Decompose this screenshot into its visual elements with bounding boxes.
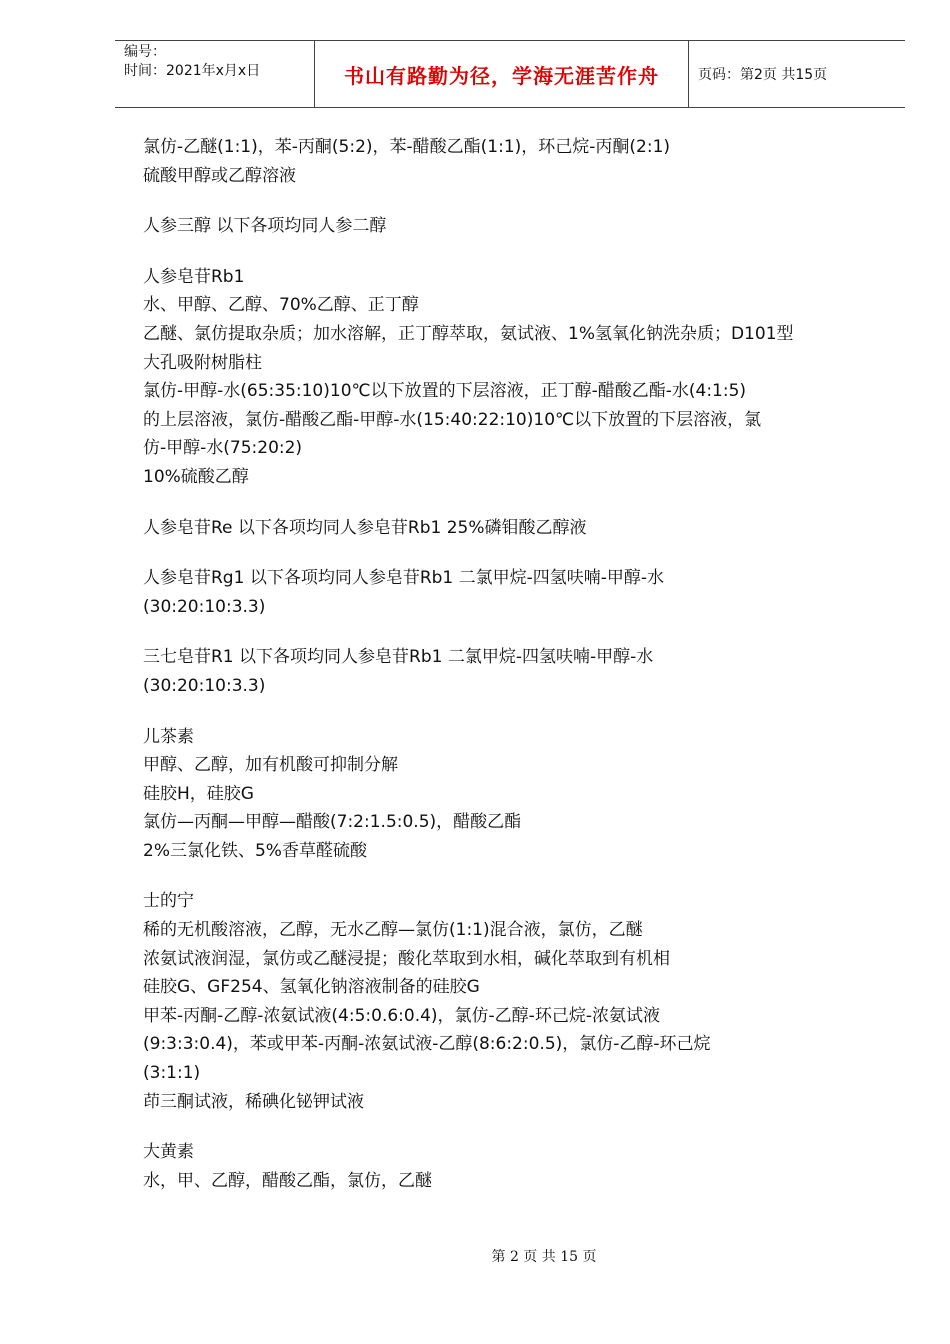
text-line: 氯仿-乙醚(1:1)，苯-丙酮(5:2)，苯-醋酸乙酯(1:1)，环己烷-丙酮(2:1): [143, 137, 671, 157]
document-number-label: 编号：: [124, 44, 166, 60]
paragraph-gap: [143, 1116, 873, 1138]
text-line: 稀的无机酸溶液，乙醇，无水乙醇—氯仿(1:1)混合液，氯仿，乙醚: [143, 920, 643, 941]
paragraph: [143, 643, 873, 700]
paragraph: [143, 514, 873, 543]
text-line: 大黄素: [143, 1142, 194, 1163]
text-line: (9:3:3:0.4)，苯或甲苯-丙酮-浓氨试液-乙醇(8:6:2:0.5)，氯仿-乙醇-环己烷: [143, 1034, 711, 1055]
text-line: 大孔吸附树脂柱: [143, 352, 262, 373]
text-line: 茚三酮试液，稀碘化铋钾试液: [143, 1091, 364, 1112]
text-line: 浓氨试液润湿，氯仿或乙醚浸提；酸化萃取到水相，碱化萃取到有机相: [143, 948, 670, 969]
text-line: (30:20:10:3.3): [143, 596, 266, 617]
text-line: 10%硫酸乙醇: [143, 466, 249, 487]
text-line: 氯仿—丙酮—甲醇—醋酸(7:2:1.5:0.5)，醋酸乙酯: [143, 812, 522, 833]
text-line: 乙醚、氯仿提取杂质；加水溶解，正丁醇萃取，氨试液、1%氢氧化钠洗杂质；D101型: [143, 323, 794, 344]
page-footer: 第 2 页 共 15 页: [491, 1249, 597, 1265]
text-line: 氯仿-甲醇-水(65:35:10)10℃以下放置的下层溶液，正丁醇-醋酸乙酯-水(4:1:5): [143, 381, 747, 402]
text-line: 人参三醇 以下各项均同人参二醇: [143, 216, 387, 237]
text-line: 人参皂苷Re 以下各项均同人参皂苷Rb1 25%磷钼酸乙醇液: [143, 517, 587, 538]
text-line: 仿-甲醇-水(75:20:2): [143, 438, 303, 459]
paragraph-gap: [143, 542, 873, 564]
header-page-number: 页码：第2页 共15页: [698, 67, 828, 83]
text-line: 士的宁: [143, 891, 194, 912]
text-line: 2%三氯化铁、5%香草醛硫酸: [143, 840, 367, 861]
text-line: 三七皂苷R1 以下各项均同人参皂苷Rb1 二氯甲烷-四氢呋喃-甲醇-水: [143, 647, 654, 668]
text-line: 硅胶G、GF254、氢氧化钠溶液制备的硅胶G: [143, 977, 480, 998]
text-line: 人参皂苷Rg1 以下各项均同人参皂苷Rb1 二氯甲烷-四氢呋喃-甲醇-水: [143, 568, 665, 589]
paragraph: [143, 887, 873, 1116]
text-line: (3:1:1): [143, 1063, 201, 1084]
header-meta: [115, 41, 315, 107]
text-line: 的上层溶液，氯仿-醋酸乙酯-甲醇-水(15:40:22:10)10℃以下放置的下层溶液，氯: [143, 409, 762, 430]
document-body: [143, 133, 873, 1195]
paragraph: [143, 212, 873, 241]
paragraph-gap: [143, 621, 873, 643]
paragraph: [143, 723, 873, 866]
paragraph: [143, 564, 873, 621]
paragraph: [143, 263, 873, 492]
text-line: 水、甲醇、乙醇、70%乙醇、正丁醇: [143, 295, 419, 316]
paragraph-gap: [143, 241, 873, 263]
paragraph-gap: [143, 190, 873, 212]
text-line: 甲苯-丙酮-乙醇-浓氨试液(4:5:0.6:0.4)，氯仿-乙醇-环己烷-浓氨试液: [143, 1005, 660, 1026]
text-line: 硅胶H，硅胶G: [143, 783, 254, 804]
text-line: 水，甲、乙醇，醋酸乙酯，氯仿，乙醚: [143, 1170, 432, 1191]
text-line: 硫酸甲醇或乙醇溶液: [143, 165, 296, 186]
text-line: 甲醇、乙醇，加有机酸可抑制分解: [143, 755, 398, 776]
document-time-label: 时间：2021年x月x日: [124, 63, 261, 79]
paragraph-gap: [143, 701, 873, 723]
text-line: 儿茶素: [143, 726, 194, 747]
paragraph-gap: [143, 492, 873, 514]
paragraph-gap: [143, 865, 873, 887]
text-line: (30:20:10:3.3): [143, 675, 266, 696]
paragraph: [143, 1138, 873, 1195]
page-header: [115, 40, 905, 108]
text-line: 人参皂苷Rb1: [143, 266, 245, 287]
header-motto: 书山有路勤为径，学海无涯苦作舟: [315, 41, 689, 107]
paragraph: [143, 133, 873, 190]
